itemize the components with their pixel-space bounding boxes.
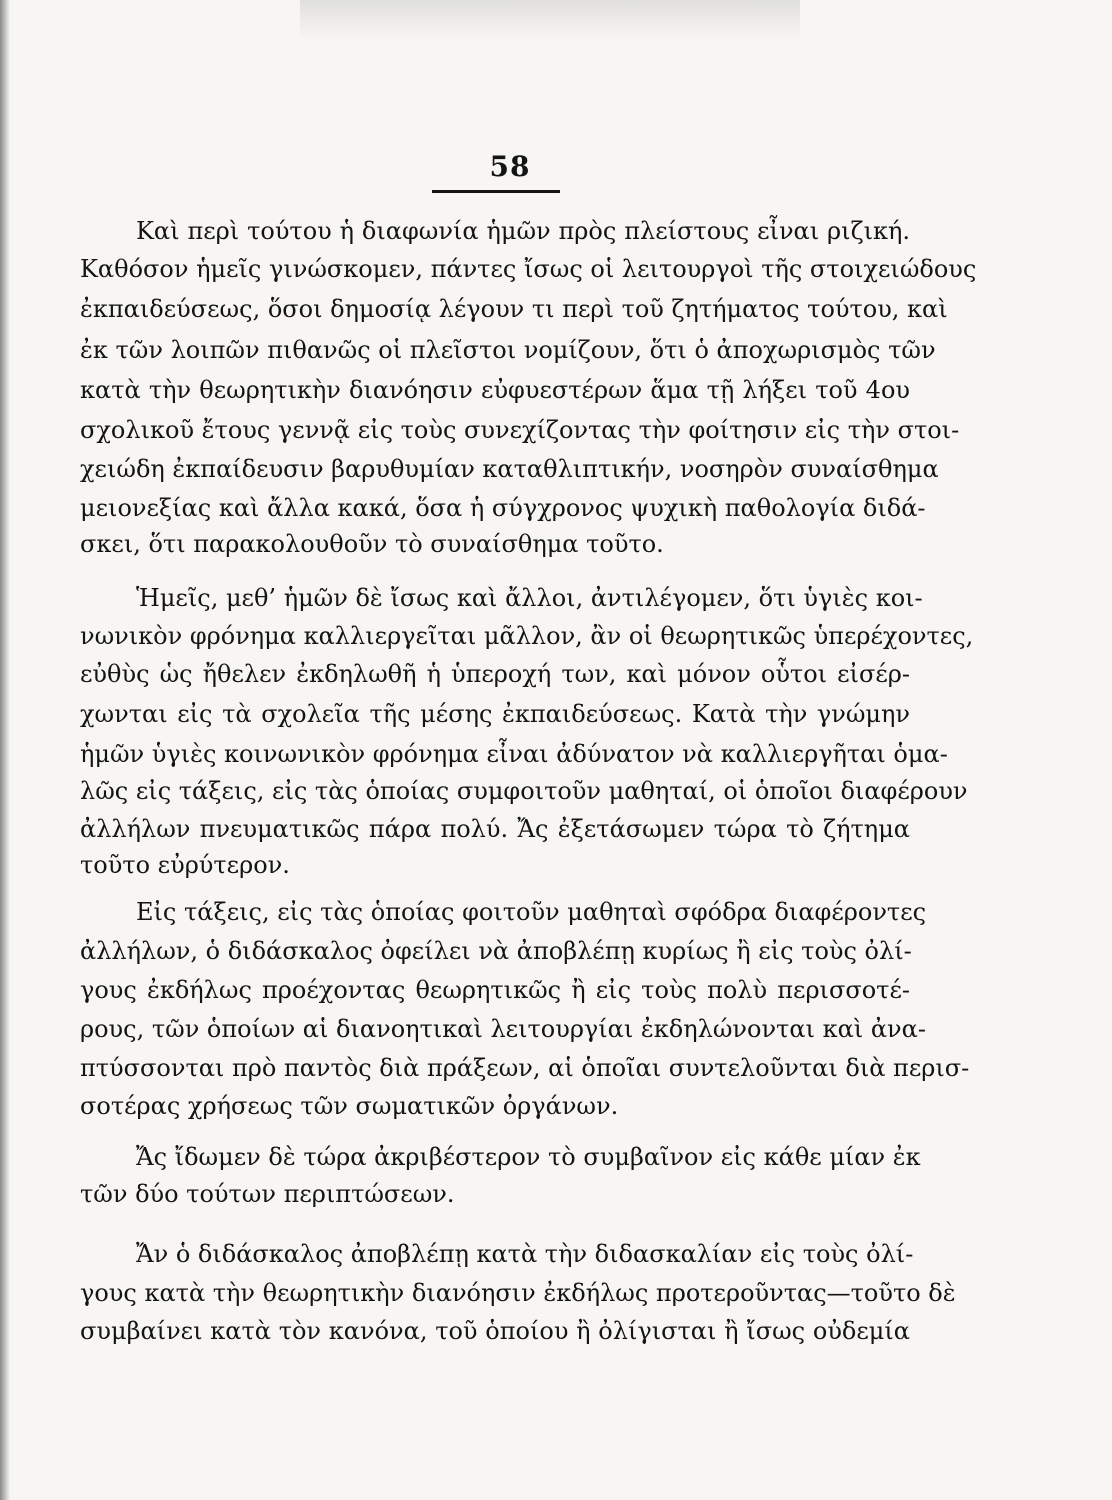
text-line: τῶν δύο τούτων περιπτώσεων. [80,1180,455,1208]
text-line: ρους, τῶν ὁποίων αἱ διανοητικαὶ λειτουργίαι ἐκδηλώνονται καὶ ἀνα- [80,1015,926,1043]
text-line: γους κατὰ τὴν θεωρητικὴν διανόησιν ἐκδήλως προτεροῦντας—τοῦτο δὲ [80,1279,956,1307]
text-line: λῶς εἰς τάξεις, εἰς τὰς ὁποίας συμφοιτοῦν μαθηταί, οἱ ὁποῖοι διαφέρουν [80,777,968,805]
text-line: πτύσσονται πρὸ παντὸς διὰ πράξεων, αἱ ὁποῖαι συντελοῦνται διὰ περισ- [80,1054,970,1082]
text-line: Καὶ περὶ τούτου ἡ διαφωνία ἡμῶν πρὸς πλείστους εἶναι ριζική. [136,217,910,245]
text-line: ἐκ τῶν λοιπῶν πιθανῶς οἱ πλεῖστοι νομίζουν, ὅτι ὁ ἀποχωρισμὸς τῶν [80,336,936,364]
text-line: συμβαίνει κατὰ τὸν κανόνα, τοῦ ὁποίου ἢ ὀλίγισται ἢ ἴσως οὐδεμία [80,1317,910,1345]
text-line: κατὰ τὴν θεωρητικὴν διανόησιν εὐφυεστέρων ἅμα τῇ λήξει τοῦ 4ου [80,376,910,404]
text-line: χωνται εἰς τὰ σχολεῖα τῆς μέσης ἐκπαιδεύσεως. Κατὰ τὴν γνώμην [80,700,910,728]
page-number: 58 [489,150,531,183]
text-line: νωνικὸν φρόνημα καλλιεργεῖται μᾶλλον, ἂν οἱ θεωρητικῶς ὑπερέχοντες, [80,622,974,650]
text-line: Καθόσον ἡμεῖς γινώσκομεν, πάντες ἴσως οἱ λειτουργοὶ τῆς στοιχειώδους [80,255,977,283]
text-line: μειονεξίας καὶ ἄλλα κακά, ὅσα ἡ σύγχρονος ψυχικὴ παθολογία διδά- [80,494,926,522]
text-line: Ἄν ὁ διδάσκαλος ἀποβλέπῃ κατὰ τὴν διδασκαλίαν εἰς τοὺς ὀλί- [136,1240,914,1268]
text-line: σοτέρας χρήσεως τῶν σωματικῶν ὀργάνων. [80,1092,619,1120]
text-line: Εἰς τάξεις, εἰς τὰς ὁποίας φοιτοῦν μαθηταὶ σφόδρα διαφέροντες [136,898,927,926]
text-line: σκει, ὅτι παρακολουθοῦν τὸ συναίσθημα τοῦτο. [80,530,664,558]
text-line: ἡμῶν ὑγιὲς κοινωνικὸν φρόνημα εἶναι ἀδύνατον νὰ καλλιεργῆται ὁμα- [80,740,948,768]
text-line: ἀλλήλων πνευματικῶς πάρα πολύ. Ἄς ἐξετάσωμεν τώρα τὸ ζήτημα [80,815,910,843]
scan-left-edge-shadow [0,0,10,1500]
text-line: ἀλλήλων, ὁ διδάσκαλος ὀφείλει νὰ ἀποβλέπῃ κυρίως ἢ εἰς τοὺς ὀλί- [80,937,912,965]
text-line: γους ἐκδήλως προέχοντας θεωρητικῶς ἢ εἰς τοὺς πολὺ περισσοτέ- [80,976,910,1004]
text-line: εὐθὺς ὡς ἤθελεν ἐκδηλωθῆ ἡ ὑπεροχή των, καὶ μόνον οὗτοι εἰσέρ- [80,660,910,688]
text-line: Ἄς ἴδωμεν δὲ τώρα ἀκριβέστερον τὸ συμβαῖνον εἰς κάθε μίαν ἐκ [136,1143,921,1171]
text-line: σχολικοῦ ἔτους γεννᾷ εἰς τοὺς συνεχίζοντας τὴν φοίτησιν εἰς τὴν στοι- [80,416,960,444]
text-line: τοῦτο εὐρύτερον. [80,851,290,879]
text-line: Ἡμεῖς, μεθ’ ἡμῶν δὲ ἴσως καὶ ἄλλοι, ἀντιλέγομεν, ὅτι ὑγιὲς κοι- [136,584,923,612]
page-number-rule [432,190,560,193]
text-line: ἐκπαιδεύσεως, ὅσοι δημοσίᾳ λέγουν τι περὶ τοῦ ζητήματος τούτου, καὶ [80,295,948,323]
scan-top-smudge [300,0,800,40]
text-line: χειώδη ἐκπαίδευσιν βαρυθυμίαν καταθλιπτικήν, νοσηρὸν συναίσθημα [80,455,939,483]
